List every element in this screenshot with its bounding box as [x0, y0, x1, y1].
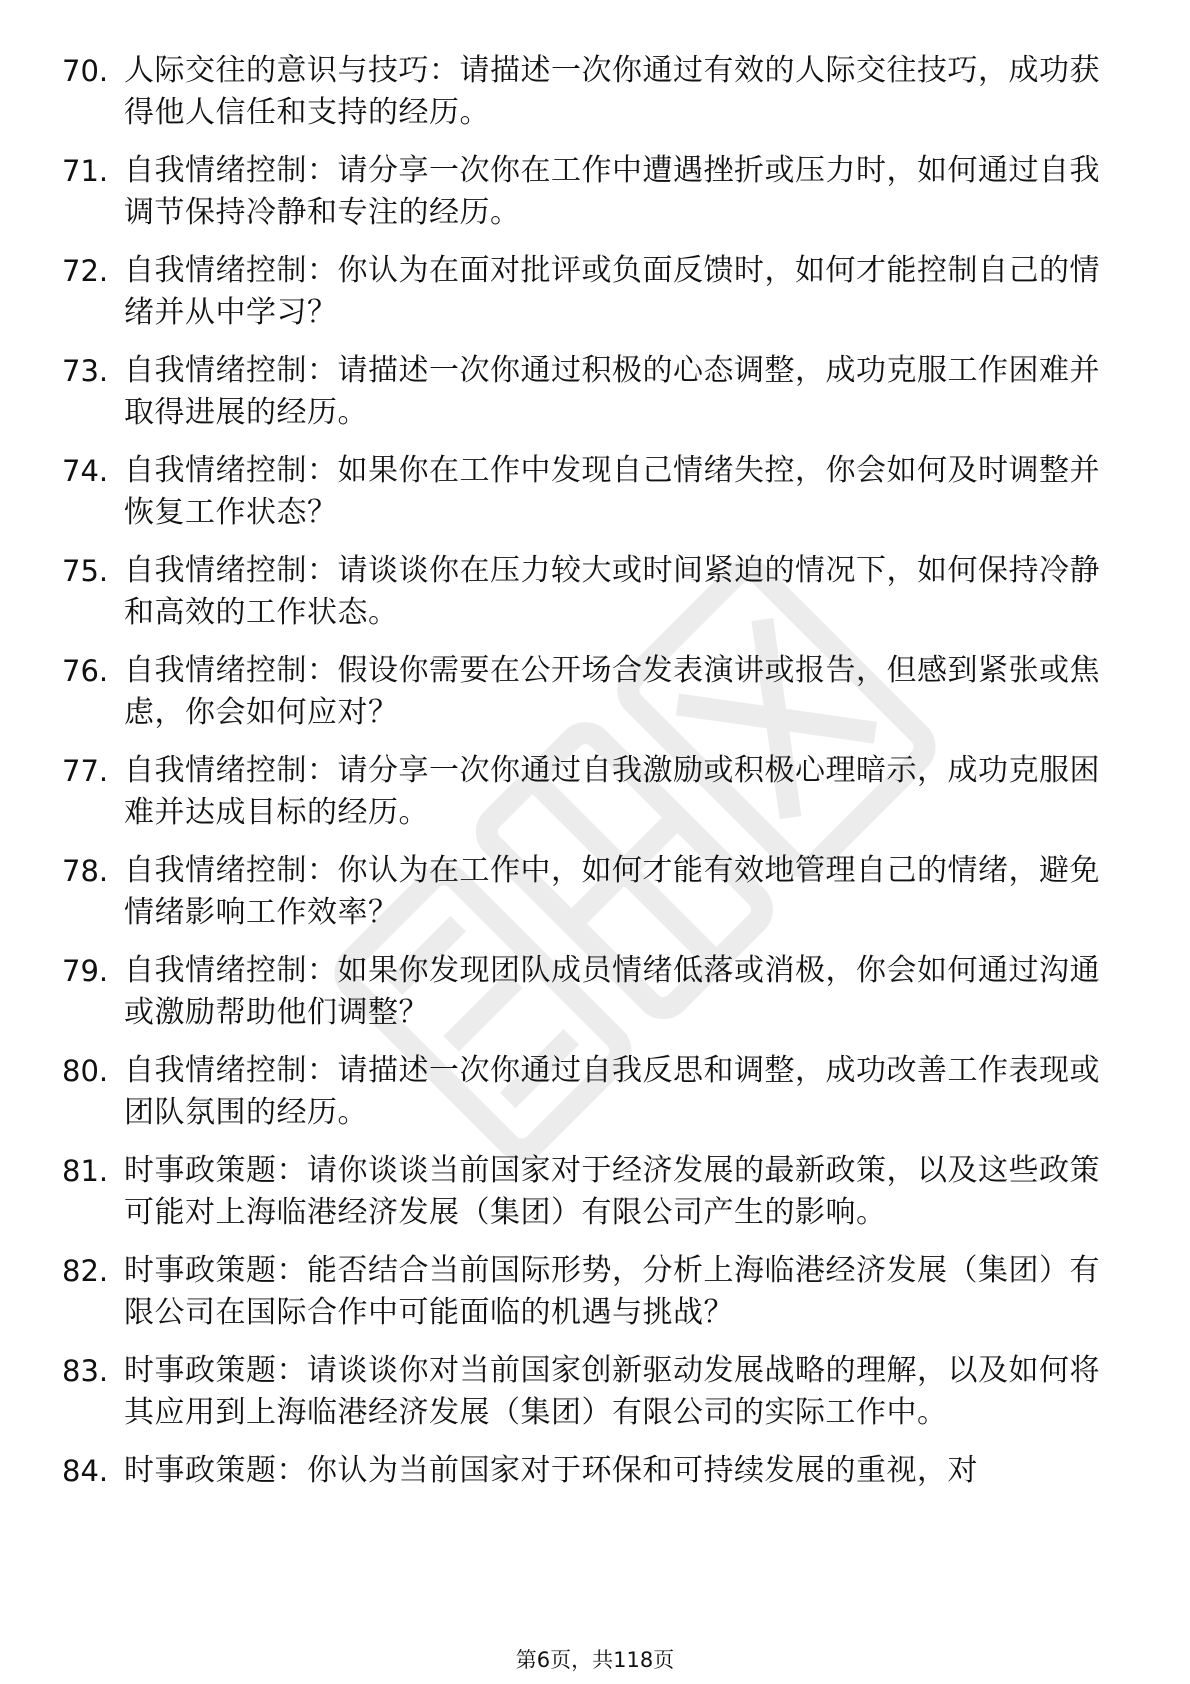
question-item: [62, 450, 1112, 534]
question-number: 82.: [62, 1254, 109, 1288]
question-text: 时事政策题：请谈谈你对当前国家创新驱动发展战略的理解，以及如何将其应用到上海临港经济发展（集团）有限公司的实际工作中。: [124, 1353, 1100, 1430]
question-text: 自我情绪控制：你认为在工作中，如何才能有效地管理自己的情绪，避免情绪影响工作效率？: [124, 853, 1100, 930]
question-text: 自我情绪控制：如果你发现团队成员情绪低落或消极，你会如何通过沟通或激励帮助他们调整？: [124, 953, 1100, 1030]
question-text: 自我情绪控制：请谈谈你在压力较大或时间紧迫的情况下，如何保持冷静和高效的工作状态。: [124, 553, 1100, 630]
question-number: 73.: [62, 354, 109, 388]
question-number: 71.: [62, 154, 109, 188]
question-number: 83.: [62, 1354, 109, 1388]
question-number: 72.: [62, 254, 109, 288]
question-item: [62, 250, 1112, 334]
question-number: 74.: [62, 454, 109, 488]
question-text: 人际交往的意识与技巧：请描述一次你通过有效的人际交往技巧，成功获得他人信任和支持的经历。: [124, 53, 1100, 130]
question-item: [62, 1150, 1112, 1234]
question-number: 79.: [62, 954, 109, 988]
question-text: 自我情绪控制：请分享一次你在工作中遭遇挫折或压力时，如何通过自我调节保持冷静和专注的经历。: [124, 153, 1100, 230]
question-number: 78.: [62, 854, 109, 888]
question-item: [62, 1250, 1112, 1334]
question-item: [62, 1350, 1112, 1434]
question-number: 76.: [62, 654, 109, 688]
page-number-footer: 第6页，共118页: [515, 1648, 675, 1672]
question-text: 自我情绪控制：假设你需要在公开场合发表演讲或报告，但感到紧张或焦虑，你会如何应对？: [124, 653, 1100, 730]
question-text: 时事政策题：请你谈谈当前国家对于经济发展的最新政策，以及这些政策可能对上海临港经济发展（集团）有限公司产生的影响。: [124, 1153, 1100, 1230]
question-item: [62, 150, 1112, 234]
question-item: [62, 350, 1112, 434]
question-number: 80.: [62, 1054, 109, 1088]
question-item: [62, 550, 1112, 634]
question-text: 时事政策题：能否结合当前国际形势，分析上海临港经济发展（集团）有限公司在国际合作中可能面临的机遇与挑战？: [124, 1253, 1100, 1330]
question-number: 81.: [62, 1154, 109, 1188]
question-text: 自我情绪控制：你认为在面对批评或负面反馈时，如何才能控制自己的情绪并从中学习？: [124, 253, 1100, 330]
question-item: [62, 50, 1112, 134]
question-item: [62, 950, 1112, 1034]
question-item: [62, 1050, 1112, 1134]
question-text: 自我情绪控制：如果你在工作中发现自己情绪失控，你会如何及时调整并恢复工作状态？: [124, 453, 1100, 530]
question-item: [62, 1450, 1112, 1492]
question-text: 时事政策题：你认为当前国家对于环保和可持续发展的重视，对: [124, 1453, 978, 1488]
question-item: [62, 650, 1112, 734]
question-text: 自我情绪控制：请描述一次你通过自我反思和调整，成功改善工作表现或团队氛围的经历。: [124, 1053, 1100, 1130]
question-item: [62, 850, 1112, 934]
question-list: [62, 50, 1112, 1508]
question-number: 84.: [62, 1454, 109, 1488]
question-text: 自我情绪控制：请分享一次你通过自我激励或积极心理暗示，成功克服困难并达成目标的经历。: [124, 753, 1100, 830]
question-number: 70.: [62, 54, 109, 88]
question-text: 自我情绪控制：请描述一次你通过积极的心态调整，成功克服工作困难并取得进展的经历。: [124, 353, 1100, 430]
question-number: 75.: [62, 554, 109, 588]
question-number: 77.: [62, 754, 109, 788]
question-item: [62, 750, 1112, 834]
